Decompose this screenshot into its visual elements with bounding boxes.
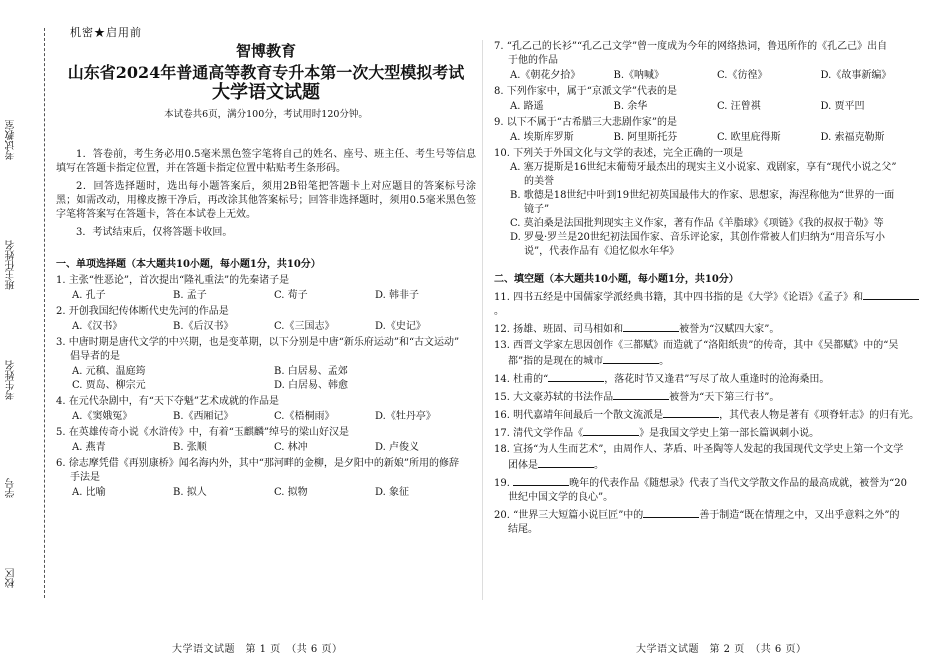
question-8: [494, 85, 924, 114]
question-text-cont: 结尾。: [508, 524, 538, 535]
answer-blank[interactable]: [538, 457, 594, 468]
page-divider: [482, 40, 483, 600]
fill-question-13: 13. 西晋文学家左思因创作《三都赋》而造就了“洛阳纸贵”的传奇，其中《吴都赋》中的“吴 都”指的是现在的城市 。: [494, 339, 924, 369]
question-5: [56, 426, 476, 455]
question-1: [56, 274, 476, 303]
answer-blank[interactable]: [583, 425, 639, 436]
footer-page-2: 大学语文试题 第 2 页 （共 6 页）: [636, 644, 807, 655]
question-text: 17. 清代文学作品《: [494, 428, 584, 439]
option-text-cont: 说”，代表作品有《追忆似水年华》: [524, 246, 680, 257]
question-text: 19.: [494, 478, 514, 489]
section-1-heading: 一、单项选择题（本大题共10小题，每小题1分，共10分）: [56, 259, 321, 270]
option-text: D. 罗曼·罗兰是20世纪初法国作家、音乐评论家，其创作常被人们归纳为“用音乐写小: [510, 232, 886, 243]
question-7: [494, 40, 924, 83]
footer-page-1: 大学语文试题 第 1 页 （共 6 页）: [172, 644, 343, 655]
option-d: D.《史记》: [375, 321, 426, 332]
option-a: A. 燕青: [72, 442, 106, 453]
option-c: C. 汪曾祺: [717, 101, 761, 112]
binding-student-id: 学号: [6, 478, 17, 498]
option-d: D. 韩非子: [375, 290, 420, 301]
question-text-cont: 世纪中国文学的良心”。: [508, 492, 614, 503]
option-c: C.《梧桐雨》: [274, 411, 335, 422]
option-c: [494, 217, 924, 231]
question-stem: 7. “孔乙己的长衫”“孔乙己文学”曾一度成为今年的网络热词，鲁迅所作的《孔乙己》出自: [494, 41, 888, 52]
question-text-cont: 团体是: [508, 460, 538, 471]
question-stem-cont: 于他的作品: [508, 55, 558, 66]
option-text: A. 塞万提斯是16世纪末葡萄牙最杰出的现实主义小说家、戏剧家，享有“现代小说之父”: [510, 162, 897, 173]
option-d: D.《故事新编》: [820, 70, 892, 81]
question-stem: 2. 开创我国纪传体断代史先河的作品是: [56, 306, 229, 317]
binding-exam-room: 考试教室: [6, 120, 17, 160]
option-c: C. 林冲: [274, 442, 308, 453]
question-options: [56, 410, 476, 424]
answer-blank[interactable]: [623, 321, 679, 332]
exam-title: 山东省2024年普通高等教育专升本第一次大型模拟考试: [67, 63, 465, 82]
option-c: C.《三国志》: [274, 321, 335, 332]
fill-question-15: [494, 389, 924, 405]
fill-question-12: [494, 321, 924, 337]
question-options: [494, 100, 924, 114]
answer-blank[interactable]: [643, 507, 699, 518]
question-options: [56, 441, 476, 455]
option-b: B.《西厢记》: [173, 411, 234, 422]
question-text: 12. 扬雄、班固、司马相如和: [494, 324, 624, 335]
option-a: A.《汉书》: [72, 321, 123, 332]
question-text: 15. 大文豪苏轼的书法作品: [494, 392, 614, 403]
option-b: B. 阿里斯托芬: [613, 132, 678, 143]
org-name: 智博教育: [235, 42, 296, 60]
option-b: B.《呐喊》: [613, 70, 665, 81]
fill-question-14: [494, 371, 924, 387]
question-stem: 1. 主张“性恶论”，首次提出“隆礼重法”的先秦诸子是: [56, 275, 290, 286]
question-text: 被誉为“汉赋四大家”。: [679, 324, 780, 335]
fill-question-11: [494, 289, 924, 319]
question-6: [56, 457, 476, 500]
option-a: [494, 161, 924, 189]
option-d: D. 白居易、韩愈: [274, 380, 349, 391]
question-4: [56, 395, 476, 424]
question-text: 。: [494, 306, 504, 317]
question-text: 14. 杜甫的“: [494, 374, 549, 385]
option-a: A. 孔子: [72, 290, 106, 301]
answer-blank[interactable]: [548, 371, 604, 382]
answer-blank[interactable]: [513, 475, 569, 486]
answer-blank[interactable]: [613, 389, 669, 400]
question-text-cont: 都”指的是现在的城市: [508, 356, 604, 367]
binding-dashed-line: [44, 28, 45, 598]
question-text: 20. “世界三大短篇小说巨匠”中的: [494, 510, 644, 521]
option-b: [494, 189, 924, 217]
question-text: 18. 宣扬“为人生而艺术”，由周作人、茅盾、叶圣陶等人发起的我国现代文学史上第一个文学: [494, 444, 904, 455]
question-stem: 4. 在元代杂剧中，有“天下夺魁”艺术成就的作品是: [56, 396, 279, 407]
question-stem: 9. 以下不属于“古希腊三大悲剧作家”的是: [494, 117, 677, 128]
question-stem: 10. 下列关于外国文化与文学的表述，完全正确的一项是: [494, 148, 744, 159]
question-text: 16. 明代嘉靖年间最后一个散文流派是: [494, 410, 664, 421]
answer-blank[interactable]: [603, 353, 659, 364]
option-b: B. 孟子: [173, 290, 207, 301]
option-c: C. 欧里庇得斯: [717, 132, 781, 143]
option-c: C.《彷徨》: [717, 70, 768, 81]
question-options: [56, 289, 476, 303]
binding-student-name: 考生姓名: [6, 360, 17, 400]
instruction-item: 3．考试结束后，仅将答题卡收回。: [76, 227, 233, 238]
option-c: C. 拟物: [274, 487, 308, 498]
option-d: [494, 231, 924, 259]
question-text: 被誉为“天下第三行书”。: [669, 392, 780, 403]
option-b: B. 余华: [613, 101, 648, 112]
fill-question-16: [494, 407, 924, 423]
option-d: D. 索福克勒斯: [820, 132, 885, 143]
question-text: 》是我国文学史上第一部长篇讽刺小说。: [639, 428, 820, 439]
question-stem-cont: 倡导者的是: [70, 351, 120, 362]
question-3: [56, 336, 476, 393]
option-text-cont: 镜子”: [524, 204, 550, 215]
instruction-item: 1．答卷前，考生务必用0.5毫米黑色签字笔将自己的姓名、座号、班主任、考生号等信息填写在答题卡指定位置，并在答题卡指定位置中粘贴考生条形码。: [56, 149, 476, 174]
question-text: ，其代表人物是著有《项脊轩志》的归有光。: [719, 410, 920, 421]
question-options: [56, 320, 476, 334]
option-a: A. 元稹、温庭筠: [72, 366, 146, 377]
question-stem: 3. 中唐时期是唐代文学的中兴期，也是变革期，以下分别是中唐“新乐府运动”和“古文运动”: [56, 337, 460, 348]
question-options: [56, 365, 476, 393]
option-text-cont: 的美誉: [524, 176, 554, 187]
fill-question-18: 18. 宣扬“为人生而艺术”，由周作人、茅盾、叶圣陶等人发起的我国现代文学史上第一个文学 团体是 。: [494, 443, 924, 473]
option-a: A. 比喻: [72, 487, 106, 498]
binding-class-teacher: 班主任姓名: [6, 240, 17, 290]
question-text: 13. 西晋文学家左思因创作《三都赋》而造就了“洛阳纸贵”的传奇，其中《吴都赋》中的“吴: [494, 340, 899, 351]
fill-question-17: [494, 425, 924, 441]
option-d: D. 贾平凹: [820, 101, 865, 112]
question-stem: 6. 徐志摩凭借《再别康桥》闻名海内外，其中“那河畔的金柳，是夕阳中的新娘”所用的修辞: [56, 458, 459, 469]
secret-label: 机密★启用前: [70, 26, 142, 39]
section-2-heading: 二、填空题（本大题共10小题，每小题1分，共10分）: [494, 274, 739, 285]
question-9: [494, 116, 924, 145]
option-a: A. 埃斯库罗斯: [510, 132, 574, 143]
option-d: D.《牡丹亭》: [375, 411, 436, 422]
question-stem: 8. 下列作家中，属于“京派文学”代表的是: [494, 86, 677, 97]
option-c: C. 贾岛、柳宗元: [72, 380, 146, 391]
option-b: B. 张顺: [173, 442, 207, 453]
exam-info: 本试卷共6页，满分100分，考试用时120分钟。: [164, 109, 368, 120]
option-text: B. 歌德是18世纪中叶到19世纪初英国最伟大的作家、思想家，海涅称他为“世界的一面: [510, 190, 895, 201]
instruction-item: 2．回答选择题时，选出每小题答案后，须用2B铅笔把答题卡上对应题目的答案标号涂黑；如需改动，用橡皮擦干净后，再改涂其他答案标号；回答非选择题时，须用0.5毫米黑色签字笔将答案写在答题卡，答在本试卷上无效。: [56, 181, 476, 220]
instructions: [56, 148, 476, 240]
answer-blank[interactable]: [663, 407, 719, 418]
binding-campus: 校区: [6, 568, 17, 588]
fill-question-19: [494, 475, 924, 505]
question-text: 11. 四书五经是中国儒家学派经典书籍，其中四书指的是《大学》《论语》《孟子》和: [494, 292, 864, 303]
question-stem-cont: 手法是: [70, 472, 100, 483]
question-options: [56, 486, 476, 500]
option-a: A.《窦娥冤》: [72, 411, 133, 422]
option-d: D. 象征: [375, 487, 410, 498]
question-text: 晚年的代表作品《随想录》代表了当代文学散文作品的最高成就，被誉为“20: [569, 478, 907, 489]
question-2: [56, 305, 476, 334]
question-options: [494, 131, 924, 145]
answer-blank[interactable]: [863, 289, 919, 300]
option-a: A. 路遥: [510, 101, 544, 112]
question-options: [494, 69, 924, 83]
option-b: B.《后汉书》: [173, 321, 234, 332]
subject-title: 大学语文试题: [212, 82, 320, 103]
option-b: B. 拟人: [173, 487, 207, 498]
left-page: [56, 40, 476, 500]
option-b: B. 白居易、孟郊: [274, 366, 348, 377]
option-d: D. 卢俊义: [375, 442, 420, 453]
question-text: ，落花时节又逢君”写尽了故人重逢时的沧海桑田。: [604, 374, 830, 385]
option-a: A.《朝花夕拾》: [510, 70, 581, 81]
question-10: [494, 147, 924, 259]
option-text: C. 莫泊桑是法国批判现实主义作家，著有作品《羊脂球》《项链》《我的叔叔于勒》等: [510, 218, 884, 229]
fill-question-20: [494, 507, 924, 537]
option-c: C. 荀子: [274, 290, 308, 301]
right-page: [494, 38, 924, 537]
question-stem: 5. 在英雄传奇小说《水浒传》中，有着“玉麒麟”绰号的梁山好汉是: [56, 427, 349, 438]
question-text: 善于制造“既在情理之中，又出乎意料之外”的: [699, 510, 900, 521]
